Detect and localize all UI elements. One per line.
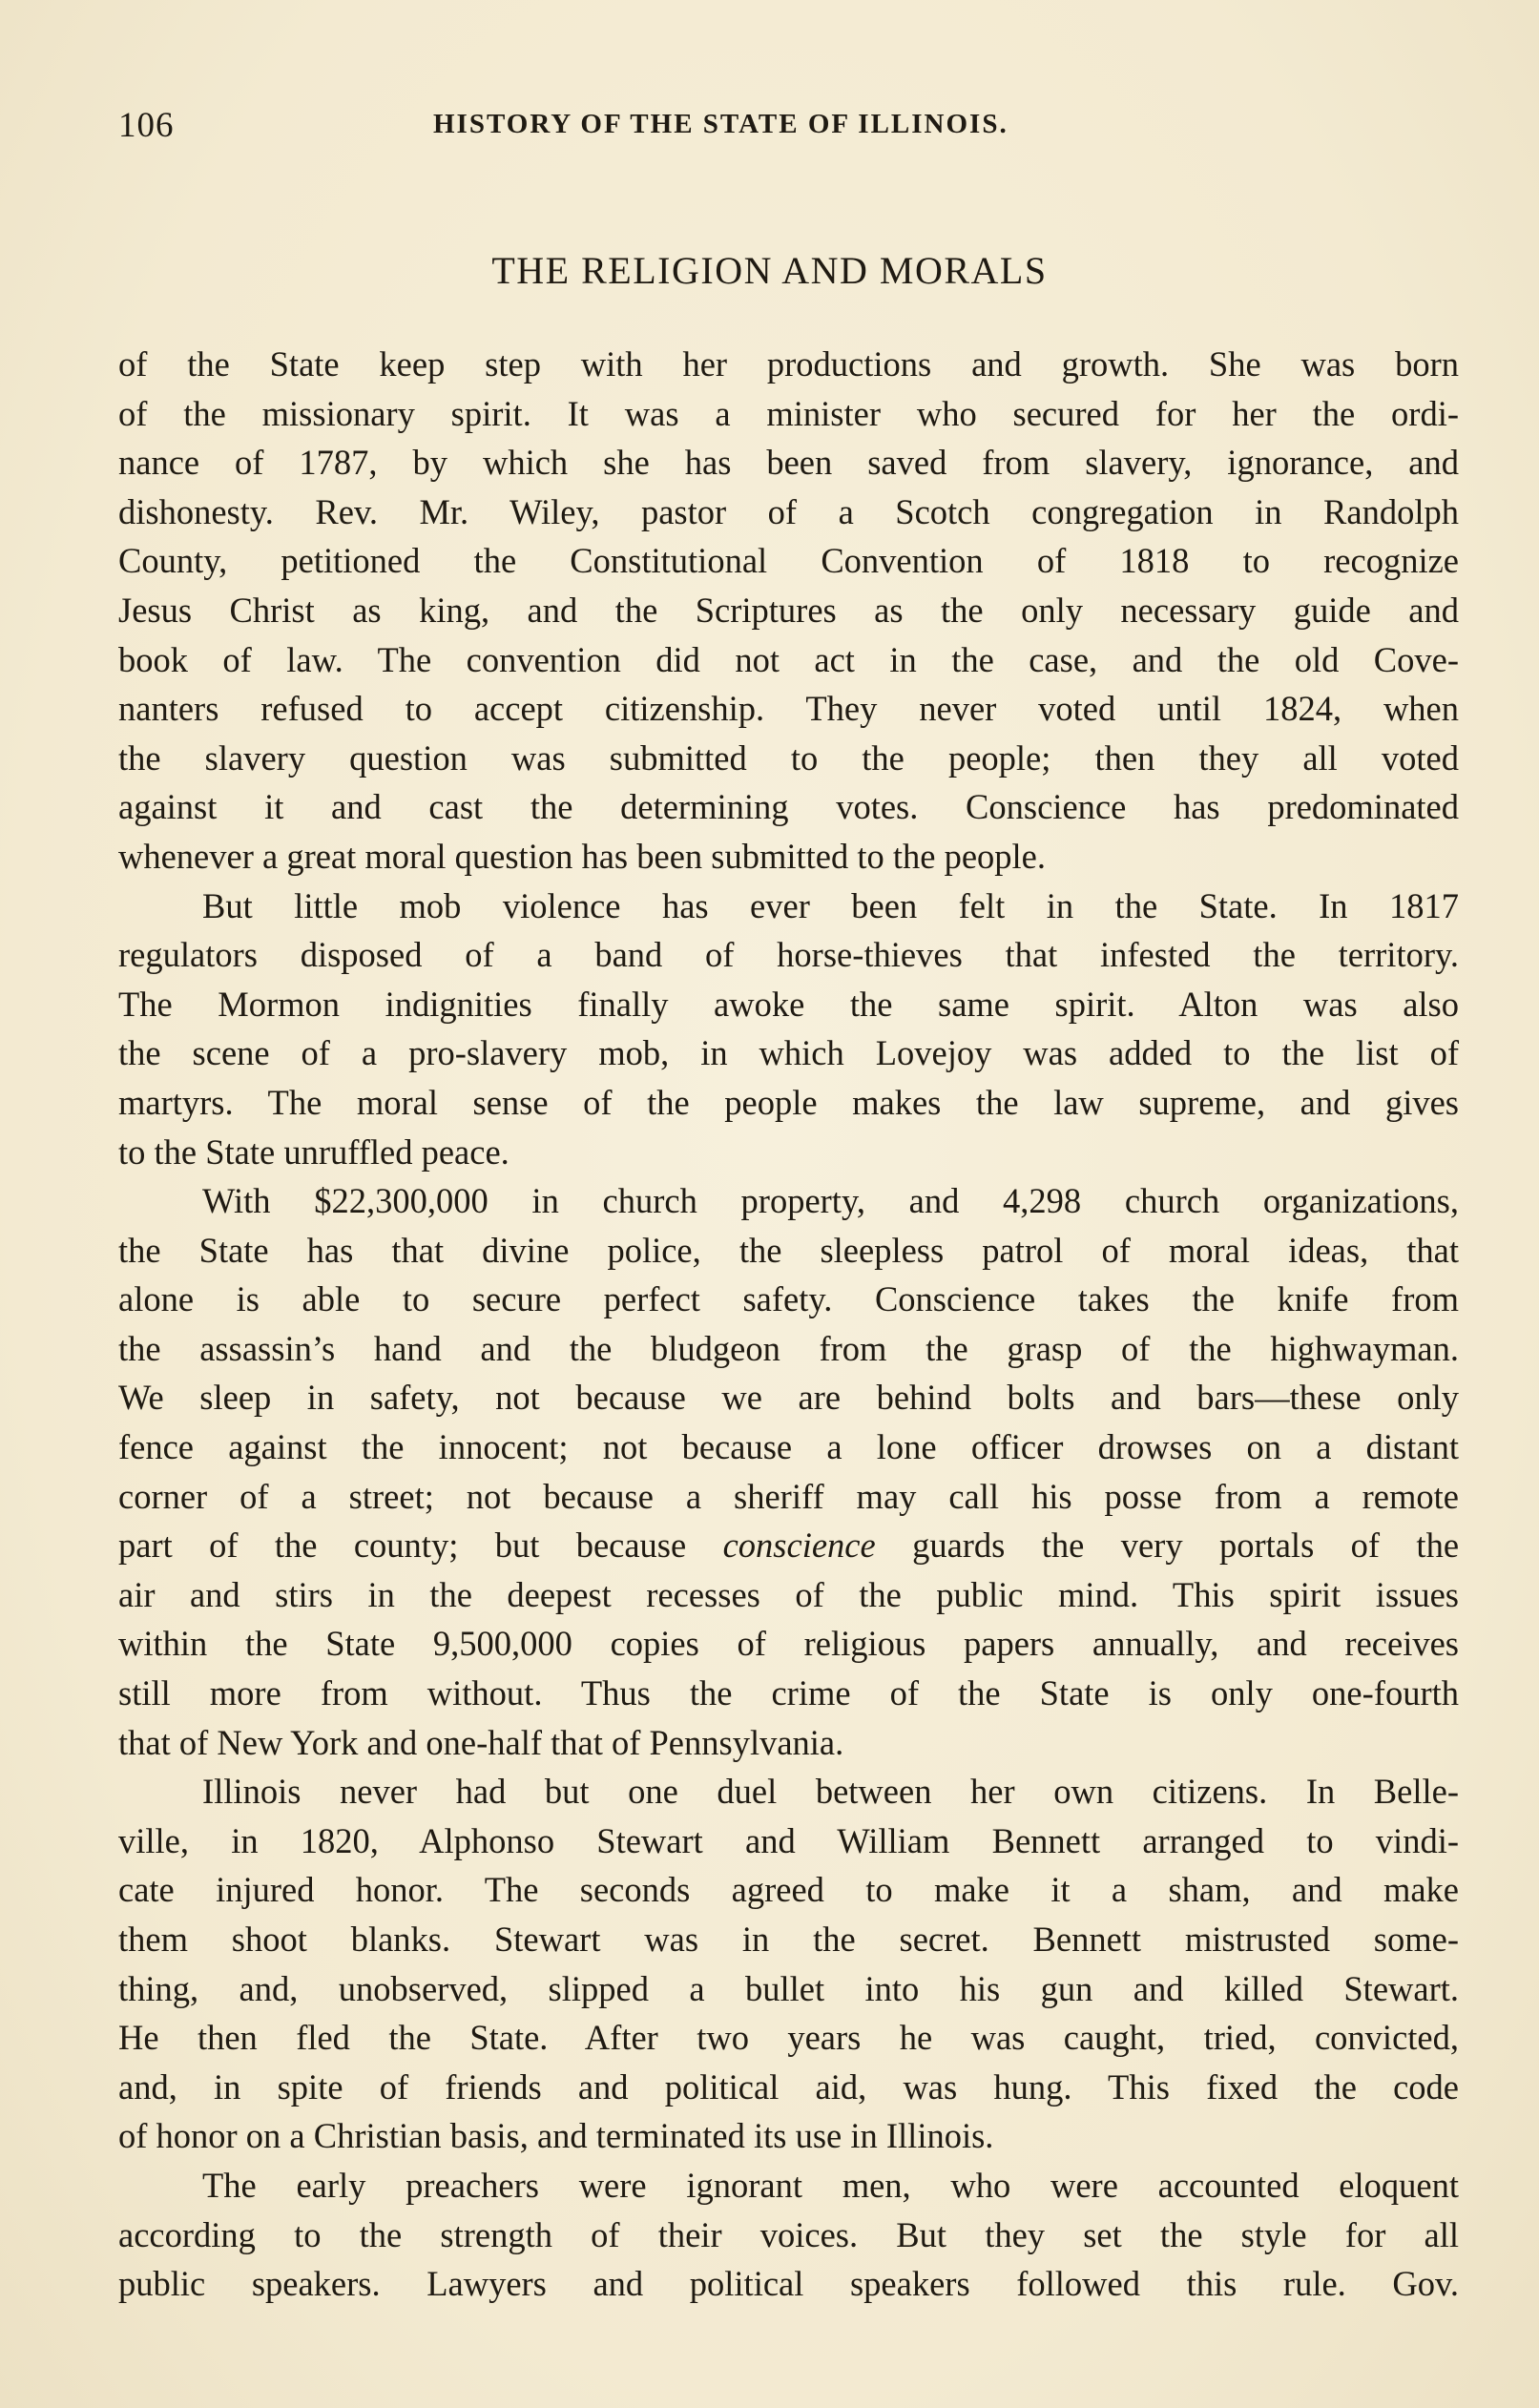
text-line: them shoot blanks. Stewart was in the secret. Bennett mistrusted some- [118,1920,1459,1959]
text-line: air and stirs in the deepest recesses of the public mind. This spirit issues [118,1574,1459,1614]
text-line: He then fled the State. After two years he was caught, tried, convicted, [118,2018,1459,2058]
running-title: HISTORY OF THE STATE OF ILLINOIS. [433,109,1009,139]
text-line: according to the strength of their voices. But they set the style for all [118,2214,1459,2254]
text-line: alone is able to secure perfect safety. Conscience takes the knife from [118,1279,1459,1319]
text-line: and, in spite of friends and political aid, was hung. This fixed the code [118,2066,1459,2107]
text-line: the assassin’s hand and the bludgeon from the grasp of the highwayman. [118,1328,1459,1368]
text-line: of the State keep step with her productions and growth. She was born [118,344,1459,384]
section-heading: THE RELIGION AND MORALS [491,249,1048,292]
text-line: within the State 9,500,000 copies of religious papers annually, and receives [118,1624,1459,1664]
text-line: dishonesty. Rev. Mr. Wiley, pastor of a Scotch congregation in Randolph [118,491,1459,531]
text-line: of the missionary spirit. It was a minister who secured for her the ordi- [118,393,1459,433]
text-line: still more from without. Thus the crime of the State is only one-fourth [118,1673,1459,1713]
text-line: Jesus Christ as king, and the Scriptures as the only necessary guide and [118,590,1459,630]
text-line: We sleep in safety, not because we are behind bolts and bars—these only [118,1378,1459,1418]
text-line: nanters refused to accept citizenship. They never voted until 1824, when [118,689,1459,729]
text-line: that of New York and one-half that of Pennsylvania. [118,1722,844,1762]
text-line: The early preachers were ignorant men, who were accounted eloquent [202,2165,1459,2205]
text-line: the State has that divine police, the sleepless patrol of moral ideas, that [118,1230,1459,1270]
body-text [118,340,1459,2309]
text-line: whenever a great moral question has been submitted to the people. [118,836,1047,876]
text-line: ville, in 1820, Alphonso Stewart and William Bennett arranged to vindi- [118,1820,1459,1860]
text-line: thing, and, unobserved, slipped a bullet into his gun and killed Stewart. [118,1968,1459,2008]
text-fragment: part of the county; but because [118,1526,687,1566]
text-fragment: guards the very portals of the [912,1526,1460,1566]
text-line: martyrs. The moral sense of the people makes the law supreme, and gives [118,1082,1459,1122]
text-line: With $22,300,000 in church property, and 4,298 church organizations, [202,1181,1459,1221]
text-line: of honor on a Christian basis, and terminated its use in Illinois. [118,2116,994,2156]
text-line: Illinois never had but one duel between her own citizens. In Belle- [202,1772,1459,1812]
running-head [118,105,1459,162]
text-line: County, petitioned the Constitutional Convention of 1818 to recognize [118,541,1459,581]
text-line: But little mob violence has ever been felt in the State. In 1817 [202,885,1459,925]
text-line: public speakers. Lawyers and political speakers followed this rule. Gov. [118,2264,1459,2304]
text-line: nance of 1787, by which she has been saved from slavery, ignorance, and [118,443,1459,483]
text-line: the scene of a pro-slavery mob, in which Lovejoy was added to the list of [118,1033,1459,1073]
text-line: against it and cast the determining votes. Conscience has predominated [118,787,1459,827]
italic-word: conscience [722,1526,876,1566]
text-line: corner of a street; not because a sheriff may call his posse from a remote [118,1476,1459,1516]
text-line: fence against the innocent; not because a lone officer drowses on a distant [118,1427,1459,1467]
text-line: cate injured honor. The seconds agreed to make it a sham, and make [118,1870,1459,1910]
text-line-with-italic [118,1521,1459,1570]
text-line: The Mormon indignities finally awoke the same spirit. Alton was also [118,984,1459,1024]
page-number: 106 [118,106,175,145]
text-line: to the State unruffled peace. [118,1131,510,1172]
text-line: book of law. The convention did not act in the case, and the old Cove- [118,639,1459,679]
text-line: the slavery question was submitted to the people; then they all voted [118,737,1459,778]
text-line: regulators disposed of a band of horse-thieves that infested the territory. [118,935,1459,975]
